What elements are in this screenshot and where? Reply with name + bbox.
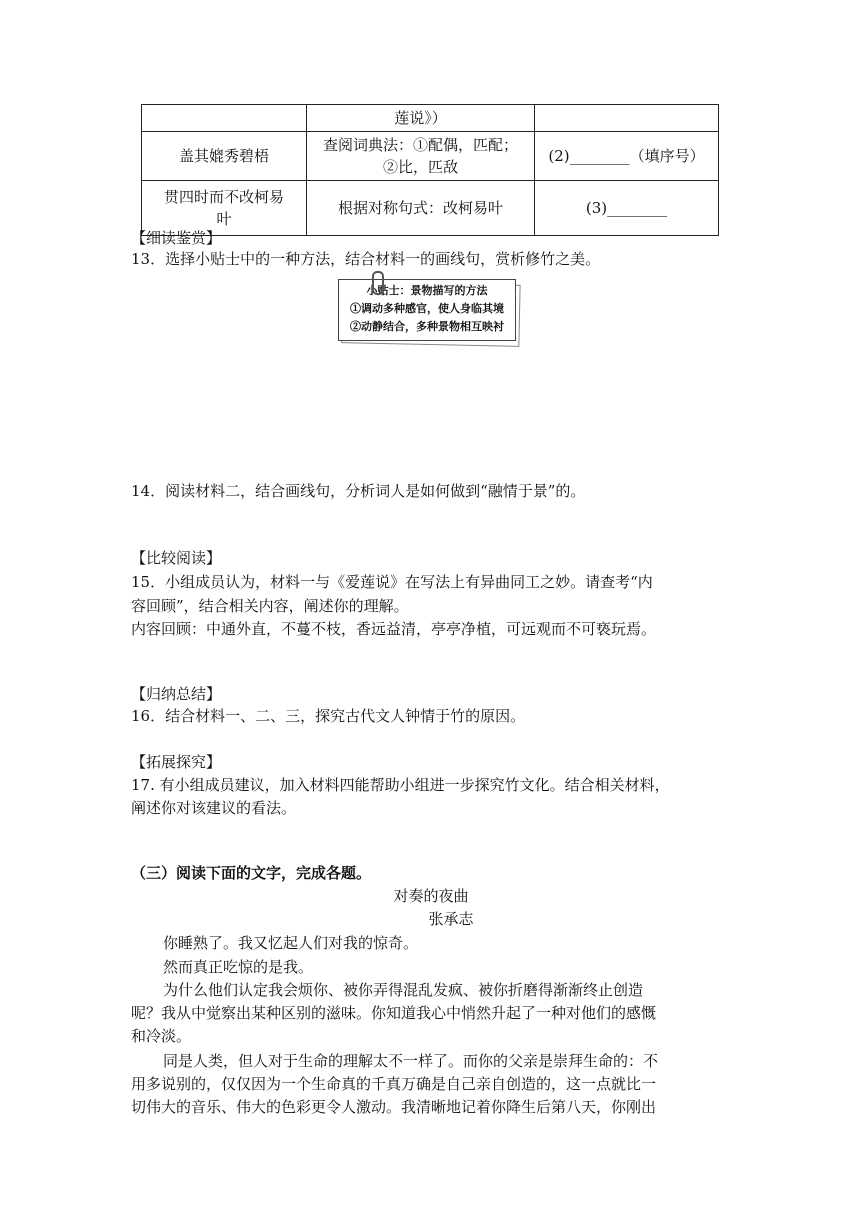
passage-paragraph: 呢？我从中觉察出某种区别的滋味。你知道我心中悄然升起了一种对他们的感慨 [131, 1004, 657, 1022]
question-14: 14．阅读材料二，结合画线句，分析词人是如何做到“融情于景”的。 [131, 482, 586, 500]
question-15: 容回顾”，结合相关内容，阐述你的理解。 [131, 597, 409, 615]
passage-paragraph: 同是人类，但人对于生命的理解太不一样了。而你的父亲是崇拜生命的：不 [163, 1052, 659, 1070]
vocabulary-table [141, 104, 719, 236]
table-cell: (2)________（填序号） [535, 132, 719, 181]
table-cell: 莲说》） [307, 105, 535, 132]
tip-item: ②动静结合，多种景物相互映衬 [350, 320, 504, 333]
table-cell [535, 105, 719, 132]
passage-paragraph: 切伟大的音乐、伟大的色彩更令人激动。我清晰地记着你降生后第八天，你刚出 [131, 1098, 657, 1116]
question-15: 15．小组成员认为，材料一与《爱莲说》在写法上有异曲同工之妙。请查考“内 [131, 573, 653, 591]
section-heading: 【拓展探究】 [131, 753, 222, 771]
tip-card [338, 277, 520, 345]
passage-paragraph: 和冷淡。 [131, 1027, 192, 1045]
section-heading: 【比较阅读】 [131, 549, 222, 567]
content-review: 内容回顾：中通外直，不蔓不枝，香远益清，亭亭净植，可远观而不可亵玩焉。 [131, 620, 657, 638]
passage-paragraph: 为什么他们认定我会烦你、被你弄得混乱发疯、被你折磨得渐渐终止创造 [163, 981, 644, 999]
question-17: 17. 有小组成员建议，加入材料四能帮助小组进一步探究竹文化。结合相关材料， [131, 776, 670, 794]
paperclip-icon [372, 271, 384, 295]
question-13: 13．选择小贴士中的一种方法，结合材料一的画线句，赏析修竹之美。 [131, 250, 601, 268]
table-row [142, 105, 719, 132]
cell-line: 叶 [216, 210, 232, 228]
table-cell: (3)________ [535, 181, 719, 236]
table-cell: 盖其媲秀碧梧 [142, 132, 307, 181]
tip-card-front [338, 279, 516, 341]
tip-title: 小贴士：景物描写的方法 [366, 284, 488, 297]
cell-line: ②比，匹敌 [382, 158, 458, 176]
passage-paragraph: 然而真正吃惊的是我。 [163, 958, 314, 976]
cell-line: 查阅词典法：①配偶，匹配； [322, 136, 518, 154]
section-heading: 【归纳总结】 [131, 685, 222, 703]
section-heading: 【细读鉴赏】 [131, 229, 222, 247]
table-cell [142, 105, 307, 132]
passage-author: 张承志 [428, 910, 474, 928]
question-16: 16．结合材料一、二、三，探究古代文人钟情于竹的原因。 [131, 707, 526, 725]
question-17: 阐述你对该建议的看法。 [131, 799, 297, 817]
passage-title: 对奏的夜曲 [393, 887, 469, 905]
passage-paragraph: 用多说别的，仅仅因为一个生命真的千真万确是自己亲自创造的，这一点就比一 [131, 1075, 657, 1093]
table-cell: 根据对称句式：改柯易叶 [307, 181, 535, 236]
reading-heading: （三）阅读下面的文字，完成各题。 [131, 864, 372, 882]
cell-line: 贯四时而不改柯易 [163, 188, 284, 206]
passage-paragraph: 你睡熟了。我又忆起人们对我的惊奇。 [163, 934, 419, 952]
table-cell [307, 132, 535, 181]
tip-item: ①调动多种感官，使人身临其境 [350, 302, 504, 315]
table-row [142, 132, 719, 181]
